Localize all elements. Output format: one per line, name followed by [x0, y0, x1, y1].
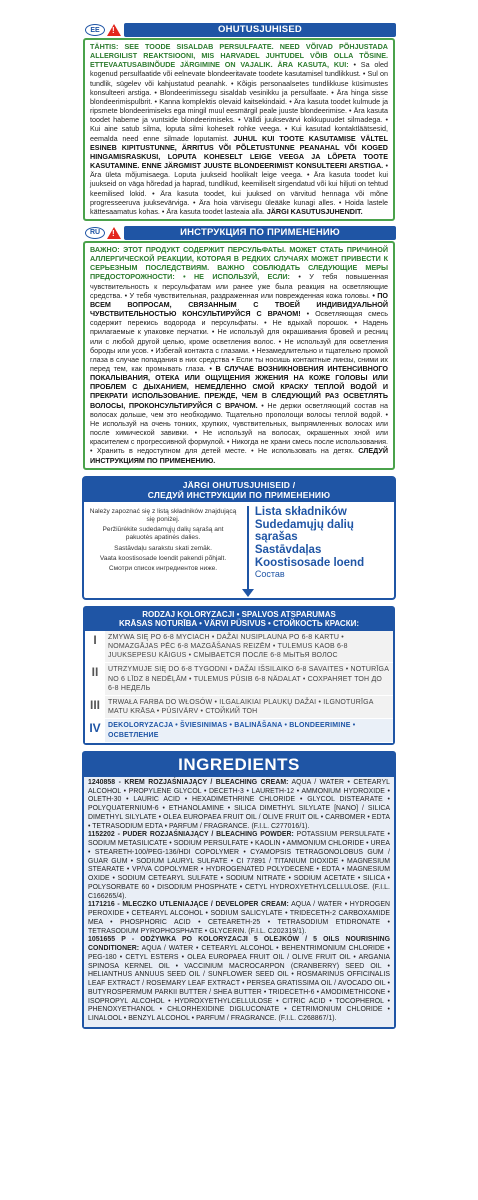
color-row	[85, 663, 393, 696]
color-row-number: II	[91, 665, 99, 680]
list-title-ee: Koostisosade loend	[254, 556, 365, 569]
color-row-number: I	[93, 632, 97, 647]
estonian-text	[85, 40, 393, 219]
estonian-section	[83, 38, 395, 221]
ingredients-text	[84, 777, 394, 1027]
list-title-lv: Sastāvdaļas	[254, 543, 322, 556]
list-instruction-lt: Peržiūrėkite sudedamųjų dalių sąrašą ant pakuotės apatinės dalies.	[102, 526, 224, 542]
list-instructions	[89, 506, 237, 595]
russian-text	[85, 243, 393, 468]
ingredient-list: POTASSIUM PERSULFATE • SODIUM METASILICATE • SODIUM PERSULFATE • KAOLIN • AMMONIUM CHLORIDE • UREA • STEARETH-100/PEG-136/HDI COPOLYMER • CYAMOPSIS TETRAGONOLOBUS GUM / GUAR GUM • SODIUM LAURYL SULFATE • CI 77891 / TITANIUM DIOXIDE • MAGNESIUM STEARATE • VP/VA COPOLYMER • HYDROGENATED POLYDECENE • EDTA • MAGNESIUM OXIDE • SODIUM CETEARYL SULFATE • SODIUM NITRATE • SODIUM ACETATE • SILICA • POLYSORBATE 60 • DISODIUM PHOSPHATE • CETYL HYDROXYETHYLCELLULOSE. (F.I.L. C166265/4).	[88, 831, 391, 900]
list-instruction-lv: Sastāvdaļu sarakstu skati zemāk.	[114, 544, 212, 552]
russian-intro: ВАЖНО: ЭТОТ ПРОДУКТ СОДЕРЖИТ ПЕРСУЛЬФАТЫ. МОЖЕТ СТАТЬ ПРИЧИНОЙ АЛЛЕРГИЧЕСКОЙ РЕАКЦИИ, КОТОРАЯ В РЕДКИХ СЛУЧАЯХ МОЖЕТ ПРИВЕСТИ К СЕРЬЕЗНЫМ ПОСЛЕДСТВИЯМ. ВАЖНО СОБЛЮДАТЬ СЛЕДУЮЩИЕ МЕРЫ ПРЕДОСТОРОЖНОСТИ: • НЕ ИСПОЛЬЗУЙ, ЕСЛИ:	[90, 244, 388, 282]
color-header-line2: KRĀSAS NOTURĪBA • VÄRVI PÜSIVUS • СТОЙКОСТЬ КРАСКИ:	[118, 619, 359, 629]
warning-icon	[107, 24, 121, 36]
warning-icon	[107, 227, 121, 239]
ingredients-section	[82, 751, 396, 1029]
color-row-text: DEKOLORYZACJA • ŠVIESINIMAS • BALINĀŠANA • BLONDEERIMINE • ОСВЕТЛЕНИЕ	[105, 719, 393, 741]
color-row-number: IV	[89, 721, 101, 736]
estonian-body: • Sa oled kogenud persulfaatide või eelnevate blondeeritavate toodete kasutamisel tundlikkust. • Sul on tundlik, sügelev või kahjustatud peanahk. • Kõigis personaalsetes tundlikkuse küsimustes konsulteeri arstiga. • Blondeerimissegu sisaldab vesinikku ja persulfaate. • Ära hinga sisse blondeerimispulbrit. • Kanna komplektis olevaid kaitsekindaid. • Ära kasuta toodet kulmude ja ripsmete blondeerimiseks ega mingil muul eesmärgil peale juuste blondeerimise. • Ära kasuta toodet habeme ja vuntside blondeerimiseks. • Välldi juuksevärvi kokkupuudet silmadega. • Kui aine satub silma, loputa silmi koheselt rohke veega. • Kui kasutad kontaktläätsesid, eemalda need enne silmade loputamist.	[90, 60, 388, 143]
color-row-number: III	[89, 697, 100, 712]
russian-header-title: ИНСТРУКЦИЯ ПО ПРИМЕНЕНИЮ	[124, 226, 396, 240]
color-row-text: TRWAŁA FARBA DO WŁOSÓW • ILGALAIKIAI PLAUKŲ DAŽAI • ILGNOTURĪGA MATU KRĀSA • PÜSIVÄRV • СТОЙКИЙ ТОН	[105, 696, 393, 718]
color-row-text: ZMYWA SIĘ PO 6-8 MYCIACH • DAŽAI NUSIPLAUNA PO 6-8 KARTU • NOMAZGĀJAS PĒC 6-8 MAZGĀŠANAS REIZĒM • TULEMUS KAOB 6-8 JUUKSEPESU KÄIGUS • СМЫВАЕТСЯ ПОСЛЕ 6-8 МЫТЬЯ ВОЛОС	[105, 631, 393, 663]
ingredient-product-title: 1152202 - PUDER ROZJAŚNIAJĄCY / BLEACHING POWDER:	[88, 831, 294, 839]
ingredients-title: INGREDIENTS	[178, 754, 300, 774]
color-section	[83, 606, 395, 745]
list-instruction-ee: Vaata koostisosade loendit pakendi põhjalt.	[99, 554, 227, 562]
russian-bold-mid: • ПО ВСЕМ ВОПРОСАМ, СВЯЗАННЫМ С ТВОЕЙ ИНДИВИДУАЛЬНОЙ ЧУВСТВИТЕЛЬНОСТЬЮ КОНСУЛЬТИРУЙСЯ С ВРАЧОМ!	[90, 290, 388, 319]
color-row	[85, 719, 393, 742]
ingredient-product-title: 1051655 P - ODŻYWKA PO KOLORYZACJI 5 OLEJKÓW / 5 OILS NOURISHING CONDITIONER:	[88, 936, 390, 952]
russian-final: СЛЕДУЙ ИНСТРУКЦИЯМ ПО ПРИМЕНЕНИЮ.	[90, 446, 388, 465]
list-instruction-ru: Смотри список ингредиентов ниже.	[108, 564, 218, 572]
warning-icon-glyph: !	[112, 26, 115, 35]
package-panel	[82, 22, 396, 1187]
list-names	[255, 506, 389, 595]
ingredient-product-title: 1171216 - MLECZKO UTLENIAJĄCE / DEVELOPER CREAM:	[88, 901, 289, 909]
estonian-header	[82, 22, 396, 38]
color-row	[85, 696, 393, 719]
ingredient-list: AQUA / WATER • CETEARYL ALCOHOL • PROPYLENE GLYCOL • DECETH-3 • LAURETH-12 • AMMONIUM HYDROXIDE • OLETH-30 • LAURIC ACID • HEXADIMETHRINE CHLORIDE • GLYCOL DISTEARATE • POLYQUATERNIUM-6 • ETHANOLAMINE • SILICA DIMETHYL SILYLATE [NANO] / SILICA DIMETHYL SILYLATE • OLEA EUROPAEA FRUIT OIL / OLIVE FRUIT OIL • CARBOMER • EDTA • TETRASODIUM EDTA • PARFUM / FRAGRANCE. (F.I.L. C277016/1).	[88, 778, 390, 830]
list-title-lt: Sudedamųjų dalių sąrašas	[254, 518, 354, 544]
estonian-body2: • Ära ületa mõjumisaega. Loputa juukseid hoolikalt leige veega. • Ära kasuta toodet kui juukseid on väga hõredad ja haprad, tundlikud, keemiliselt sirgendatud või kui hiljuti on tehtud keemilised lokid. • Ära kasuta toodet, kui juuksed on värvitud hennaga või mõne progresseeruva juuksevärviga. • Ära hoia värvisegu üleääke kunagi alles. • Hoida lastele kättesaamatus kohas. • Ära kasuta toodet lasteaia alla.	[90, 161, 388, 216]
list-body	[84, 502, 394, 598]
russian-header	[82, 225, 396, 241]
color-row	[85, 631, 393, 664]
list-instruction-pl: Należy zapoznać się z listą składników znajdującą się poniżej.	[89, 507, 237, 523]
lang-badge-ee: EE	[85, 24, 105, 36]
ingredient-list: AQUA / WATER • CETEARYL ALCOHOL • BEHENTRIMONIUM CHLORIDE • PEG-180 • CETYL ESTERS • OLEA EUROPAEA FRUIT OIL / OLIVE FRUIT OIL • ARGANIA SPINOSA KERNEL OIL • VACCINIUM MACROCARPON (CRANBERRY) SEED OIL • HELIANTHUS ANNUUS SEED OIL / SUNFLOWER SEED OIL • ROSMARINUS OFFICINALIS LEAF EXTRACT / ROSEMARY LEAF EXTRACT • PERSEA GRATISSIMA OIL / AVOCADO OIL • BUTYROSPERMUM PARKII BUTTER / SHEA BUTTER • TRIDECETH-6 • AMODIMETHICONE • ISOPROPYL ALCOHOL • HYDROXYETHYLCELLULOSE • CITRIC ACID • TOCOPHEROL • PHENOXYETHANOL • CHLORHEXIDINE DIGLUCONATE • CETRIMONIUM CHLORIDE • LINALOOL • BENZYL ALCOHOL • PARFUM / FRAGRANCE. (F.I.L. C268867/1).	[88, 945, 390, 1022]
ingredient-product-title: 1240858 - KREM ROZJAŚNIAJĄCY / BLEACHING CREAM:	[88, 778, 289, 786]
down-arrow-icon	[247, 506, 249, 595]
list-header	[84, 478, 394, 502]
russian-body: • У тебя повышенная чувствительность к персульфатам или ранее уже была реакция на осветляющие средства. • У тебя чувствительная, раздраженная или поврежденная кожа головы.	[90, 272, 388, 300]
russian-section	[83, 241, 395, 470]
estonian-end: JÄRGI KASUTUSJUHENDIT.	[266, 206, 363, 216]
list-section	[82, 476, 396, 600]
russian-body3: • Не держи осветляющий состав на волосах дольше, чем это необходимо. Тщательно прополощи волосы теплой водой. • Не используй на очень тонких, хрупких, чувствительных, выпрямленных волосах или после химической завивки. • Не используй на волосах, окрашенных хной или красителем с прогрессивной формулой. • Никогда не храни смесь после использования. • Хранить в недоступном для детей месте. • Не использовать на детях.	[90, 400, 389, 456]
lang-badge-ru: RU	[85, 227, 105, 239]
estonian-header-title: OHUTUSJUHISED	[124, 23, 396, 37]
russian-bold-end: • В СЛУЧАЕ ВОЗНИКНОВЕНИЯ ИНТЕНСИВНОГО ПОКАЛЫВАНИЯ, ОТЕКА ИЛИ ОЩУЩЕНИЯ ЖЖЕНИЯ НА КОЖЕ ГОЛОВЫ ИЛИ ПРОБЛЕМ С ДЫХАНИЕМ, НЕМЕДЛЕННО СМОЙ КРАСКУ ТЕПЛОЙ ВОДОЙ И ПРЕКРАТИ ИСПОЛЬЗОВАНИЕ. ПРЕЖДЕ, ЧЕМ В СЛЕДУЮЩИЙ РАЗ ОСВЕТЛЯТЬ ВОЛОСЫ, ПРОКОНСУЛЬТИРУЙСЯ С ВРАЧОМ.	[90, 364, 388, 410]
estonian-bold-mid: JUHUL KUI TOOTE KASUTAMISE VÄLTEL ESINEB KIPITUSTUNNE, ÄRRITUS VÕI PÕLETUSTUNNE PEANAHAL VÕI KOGED HINGAMISRASKUSI, LOPUTA KOHESELT LEIGE VEEGA JA LÕPETA TOOTE KASUTAMINE. ENNE JÄRGMIST JUUSTE BLONDEERIMIST KONSULTEERI ARSTIGA.	[90, 133, 388, 171]
color-header-line1: RODZAJ KOLORYZACJI • SPALVOS ATSPARUMAS	[142, 609, 336, 619]
list-header-line2: СЛЕДУЙ ИНСТРУКЦИИ ПО ПРИМЕНЕНИЮ	[147, 489, 331, 500]
ingredient-list: AQUA / WATER • HYDROGEN PEROXIDE • CETEARYL ALCOHOL • SODIUM SALICYLATE • TRIDECETH-2 CARBOXAMIDE MEA • PHOSPHORIC ACID • CETEARETH-25 • TETRASODIUM ETIDRONATE • TETRASODIUM PYROPHOSPHATE • GLYCERIN. (F.I.L. C202319/1).	[88, 901, 391, 935]
color-row-text: UTRZYMUJE SIĘ DO 6-8 TYGODNI • DAŽAI IŠSILAIKO 6-8 SAVAITES • NOTURĪGA NO 6 LĪDZ 8 NEDĒĻĀM • TULEMUS PÜSIB 6-8 NÄDALAT • СОХРАНЯЕТ ТОН ДО 6-8 НЕДЕЛЬ	[105, 663, 393, 695]
color-header	[85, 608, 393, 631]
warning-icon-glyph: !	[112, 228, 115, 238]
list-title-pl: Lista składników	[254, 505, 347, 518]
list-title-ru: Состав	[254, 569, 285, 580]
list-titles	[237, 506, 389, 595]
list-header-line1: JÄRGI OHUTUSJUHISEID /	[182, 479, 296, 490]
estonian-intro: TÄHTIS: SEE TOODE SISALDAB PERSULFAATE. NEED VÕIVAD PÕHJUSTADA ALLERGILIST REAKTSIOONI, MIS HARVADEL JUHTUDEL VÕIB OLLA TÕSINE. ETTEVAATUSABINÕUDE JÄRGIMINE ON VAJALIK. ÄRA KASUTA, KUI:	[90, 42, 388, 70]
russian-body2: • Осветляющая смесь содержит перекись водорода и персульфаты. • Не вдыхай порошок. • Надень прилагаемые к упаковке перчатки. • Не используй для окрашивания бровей и ресниц или с любой другой целью, кроме осветления волос. • Не используй для осветления бороды или усов. • Избегай контакта с глазами. • Незамедлительно и тщательно промой глаза в случае попадания в них средства • Если ты носишь контактные линзы, сними их перед тем, как промывать глаза.	[90, 309, 388, 373]
